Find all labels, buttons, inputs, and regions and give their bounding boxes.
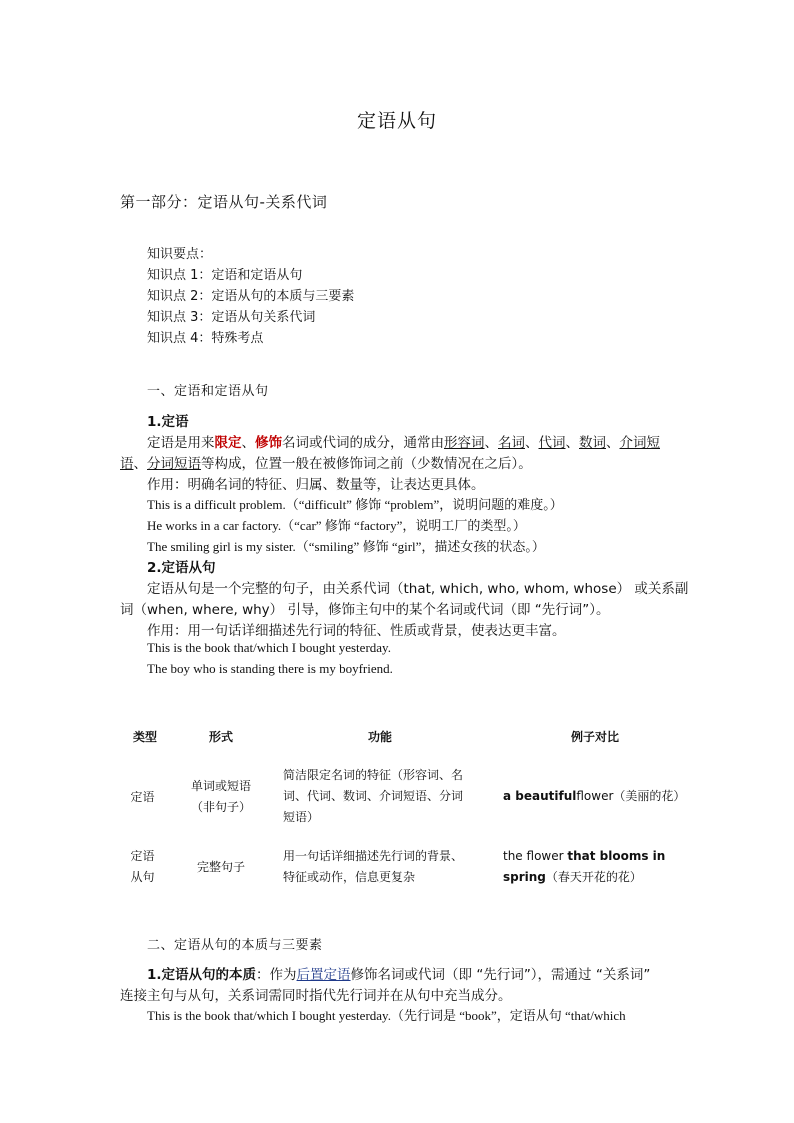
part-heading: 第一部分：定语从句-关系代词	[120, 193, 328, 211]
cell-function-line: 用一句话详细描述先行词的背景、	[283, 849, 464, 863]
knowledge-item: 知识点 2：定语从句的本质与三要素	[147, 289, 355, 304]
cell-function	[283, 765, 493, 828]
term-pronoun: 代词	[538, 435, 566, 451]
cell-example-line	[503, 846, 695, 867]
definition-text: 定语是用来	[147, 435, 215, 451]
definition-text: 名词或代词的成分，通常由	[282, 435, 444, 451]
term-postpositive: 后置定语	[296, 967, 351, 983]
document-title: 定语从句	[356, 110, 437, 132]
term-noun: 名词	[498, 435, 525, 451]
cell-example-line	[503, 867, 695, 888]
term-participle-phrase: 分词短语	[147, 456, 201, 472]
example-text: （春天开花的花）	[545, 870, 642, 884]
knowledge-header: 知识要点：	[147, 247, 213, 262]
example-sentence: This is a difficult problem.（“difficult” 修饰 “problem”，说明问题的难度。）	[147, 497, 563, 512]
table-header: 类型	[132, 730, 157, 744]
definition-line2	[120, 452, 532, 472]
knowledge-item: 知识点 3：定语从句关系代词	[147, 310, 316, 325]
separator: 、	[241, 435, 255, 451]
clause-definition-line2: 词（when, where, why） 引导，修饰主句中的某个名词或代词（即 “先行词”）。	[120, 602, 610, 618]
section2-heading: 二、定语从句的本质与三要素	[147, 938, 323, 953]
clause-definition-line1: 定语从句是一个完整的句子，由关系代词（that, which, who, whom, whose） 或关系副	[147, 581, 689, 597]
separator: 、	[484, 435, 498, 451]
definition-text: 等构成，位置一般在被修饰词之前（少数情况在之后）。	[201, 456, 532, 472]
example-bold: spring	[503, 870, 546, 884]
example-sentence: This is the book that/which I bought yesterday.	[147, 640, 391, 655]
section1-heading: 一、定语和定语从句	[147, 384, 269, 399]
example-bold: that blooms in	[567, 849, 666, 863]
cell-function-line: 短语）	[283, 810, 320, 824]
cell-type: 定语	[130, 790, 155, 804]
cell-form-line: （非句子）	[190, 800, 251, 814]
table-header: 功能	[367, 730, 392, 744]
function-text: 作用：明确名词的特征、归属、数量等，让表达更具体。	[147, 477, 485, 493]
essence-label: 1.定语从句的本质	[147, 967, 257, 983]
separator: 、	[565, 435, 579, 451]
example-text: the flower	[503, 849, 568, 863]
cell-function	[283, 846, 493, 888]
emphasis-modify: 修饰	[255, 435, 282, 451]
example-text: flower（美丽的花）	[576, 789, 686, 803]
separator: 、	[133, 456, 147, 472]
term-numeral: 数词	[579, 435, 606, 451]
term-adjective: 形容词	[444, 435, 485, 451]
cell-example	[503, 846, 695, 888]
example-bold: a beautiful	[503, 789, 577, 803]
essence-text: ：作为	[256, 967, 297, 983]
knowledge-item: 知识点 1：定语和定语从句	[147, 268, 303, 283]
example-sentence: This is the book that/which I bought yesterday.（先行词是 “book”，定语从句 “that/which	[147, 1008, 626, 1023]
separator: 、	[525, 435, 539, 451]
emphasis-limit: 限定	[214, 435, 242, 451]
separator: 、	[606, 435, 620, 451]
cell-function-line: 简洁限定名词的特征（形容词、名	[283, 768, 464, 782]
example-sentence: The smiling girl is my sister.（“smiling” 修饰 “girl”，描述女孩的状态。）	[147, 539, 545, 554]
cell-type-line: 定语	[130, 849, 155, 863]
table-header: 形式	[208, 730, 233, 744]
function-text: 作用：用一句话详细描述先行词的特征、性质或背景，使表达更丰富。	[147, 623, 566, 639]
table-header: 例子对比	[570, 730, 619, 744]
cell-form-line: 单词或短语	[190, 779, 251, 793]
example-sentence: He works in a car factory.（“car” 修饰 “factory”，说明工厂的类型。）	[147, 518, 526, 533]
subheading-attributive: 1.定语	[147, 414, 189, 430]
cell-function-line: 特征或动作，信息更复杂	[283, 870, 416, 884]
example-sentence: The boy who is standing there is my boyfriend.	[147, 661, 393, 676]
cell-example	[503, 786, 695, 807]
subheading-clause: 2.定语从句	[147, 560, 216, 576]
definition-line1	[147, 431, 660, 451]
term-prep-phrase: 介词短	[619, 435, 660, 451]
term-prep-phrase-cont: 语	[120, 456, 134, 472]
essence-line2: 连接主句与从句，关系词需同时指代先行词并在从句中充当成分。	[120, 988, 512, 1004]
essence-text: 修饰名词或代词（即 “先行词”），需通过 “关系词”	[350, 967, 651, 983]
cell-form	[175, 776, 267, 818]
cell-type-line: 从句	[130, 870, 155, 884]
cell-function-line: 词、代词、数词、介词短语、分词	[283, 789, 464, 803]
essence-line1	[147, 963, 650, 983]
cell-type	[115, 846, 170, 888]
knowledge-item: 知识点 4：特殊考点	[147, 331, 264, 346]
cell-form: 完整句子	[196, 860, 245, 874]
